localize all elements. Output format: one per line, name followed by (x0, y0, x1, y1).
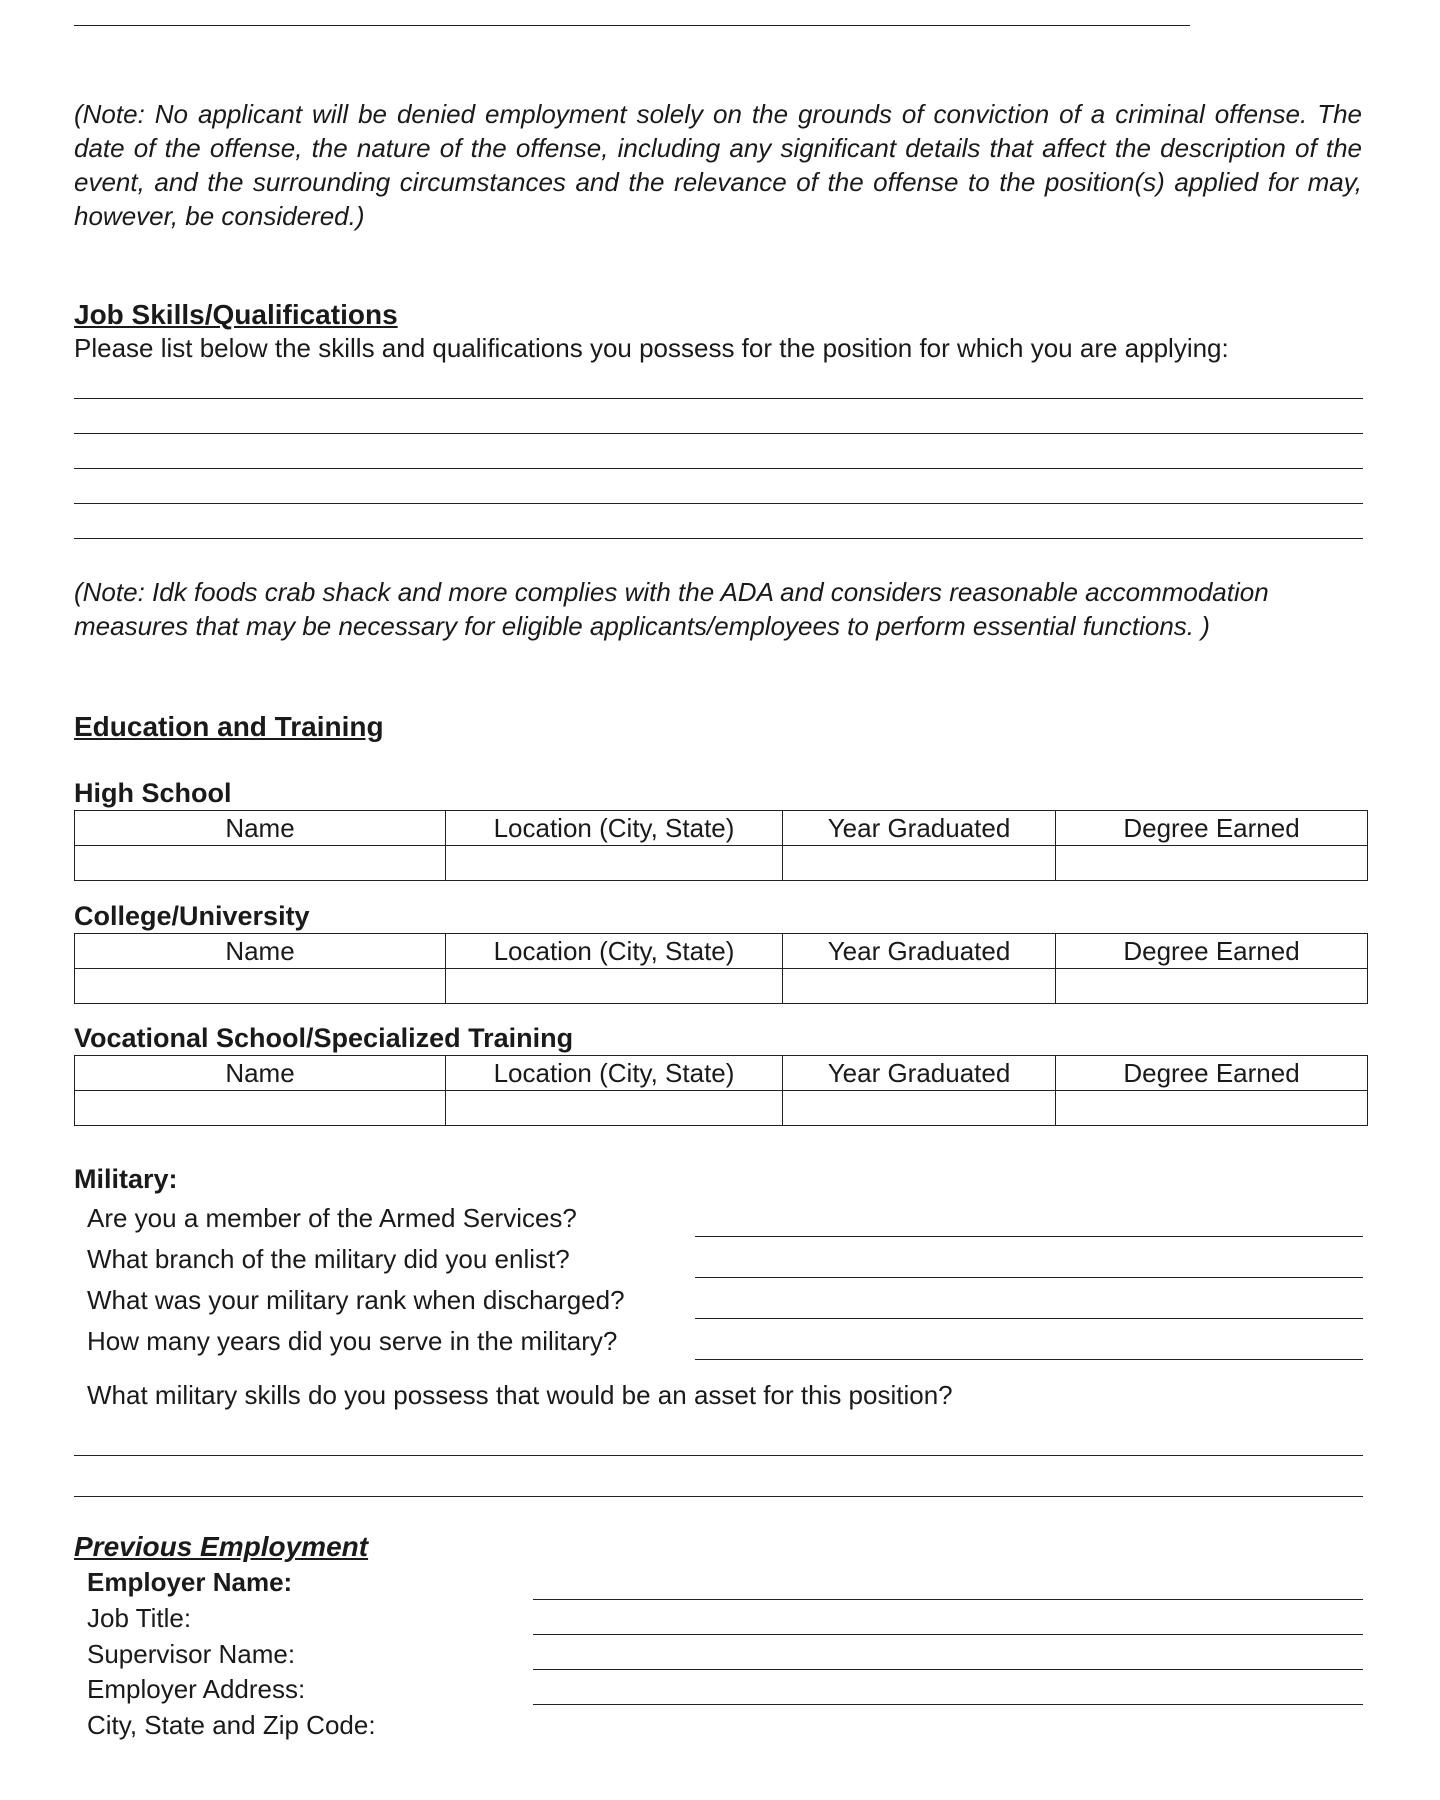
employer-address-line[interactable] (533, 1704, 1363, 1705)
college-location-cell[interactable] (446, 969, 783, 1004)
table-header-row (75, 934, 1368, 969)
column-header-name: Name (75, 1056, 446, 1091)
vocational-table (74, 1055, 1368, 1126)
skills-input-line-1[interactable] (74, 398, 1363, 399)
employer-address-label: Employer Address: (87, 1674, 306, 1704)
vocational-degree-cell[interactable] (1056, 1091, 1368, 1126)
military-question-member: Are you a member of the Armed Services? (87, 1203, 577, 1233)
high-school-year-cell[interactable] (783, 846, 1056, 881)
military-question-rank: What was your military rank when discharged? (87, 1285, 625, 1315)
column-header-location: Location (City, State) (446, 934, 783, 969)
vocational-year-cell[interactable] (783, 1091, 1056, 1126)
college-name-cell[interactable] (75, 969, 446, 1004)
military-heading: Military: (74, 1164, 178, 1194)
high-school-title: High School (74, 778, 232, 808)
ada-note: (Note: Idk foods crab shack and more complies with the ADA and considers reasonable accommodation measures that may be necessary for eligible applicants/employees to perform essential functions. ) (74, 577, 1269, 641)
job-title-line[interactable] (533, 1634, 1363, 1635)
table-header-row (75, 1056, 1368, 1091)
high-school-degree-cell[interactable] (1056, 846, 1368, 881)
military-skills-line-1[interactable] (74, 1455, 1363, 1456)
column-header-name: Name (75, 934, 446, 969)
table-header-row (75, 811, 1368, 846)
vocational-location-cell[interactable] (446, 1091, 783, 1126)
column-header-degree: Degree Earned (1056, 1056, 1368, 1091)
employer-name-line[interactable] (533, 1599, 1363, 1600)
job-skills-instruction: Please list below the skills and qualifications you possess for the position for which you are applying: (74, 333, 1229, 363)
column-header-degree: Degree Earned (1056, 934, 1368, 969)
table-input-row (75, 1091, 1368, 1126)
college-table (74, 933, 1368, 1004)
education-heading: Education and Training (74, 711, 384, 742)
column-header-location: Location (City, State) (446, 1056, 783, 1091)
high-school-table (74, 810, 1368, 881)
skills-input-line-4[interactable] (74, 503, 1363, 504)
vocational-name-cell[interactable] (75, 1091, 446, 1126)
college-title: College/University (74, 901, 310, 931)
city-state-zip-label: City, State and Zip Code: (87, 1710, 376, 1740)
vocational-title: Vocational School/Specialized Training (74, 1023, 574, 1053)
supervisor-name-label: Supervisor Name: (87, 1639, 296, 1669)
college-year-cell[interactable] (783, 969, 1056, 1004)
high-school-location-cell[interactable] (446, 846, 783, 881)
college-degree-cell[interactable] (1056, 969, 1368, 1004)
high-school-name-cell[interactable] (75, 846, 446, 881)
column-header-degree: Degree Earned (1056, 811, 1368, 846)
military-answer-line-1[interactable] (695, 1236, 1363, 1237)
job-title-label: Job Title: (87, 1603, 192, 1633)
skills-input-line-3[interactable] (74, 468, 1363, 469)
table-input-row (75, 969, 1368, 1004)
military-skills-question: What military skills do you possess that would be an asset for this position? (87, 1380, 953, 1410)
table-input-row (75, 846, 1368, 881)
column-header-name: Name (75, 811, 446, 846)
column-header-location: Location (City, State) (446, 811, 783, 846)
column-header-year: Year Graduated (783, 934, 1056, 969)
skills-input-line-2[interactable] (74, 433, 1363, 434)
supervisor-name-line[interactable] (533, 1669, 1363, 1670)
military-question-years: How many years did you serve in the military? (87, 1326, 618, 1356)
military-question-branch: What branch of the military did you enlist? (87, 1244, 570, 1274)
employer-name-label: Employer Name: (87, 1567, 293, 1597)
criminal-offense-note: (Note: No applicant will be denied employment solely on the grounds of conviction of a criminal offense. The date of the offense, the nature of the offense, including any significant details that affect the description of the event, and the surrounding circumstances and the relevance of the offense to the position(s) applied for may, however, be considered.) (74, 99, 1362, 231)
column-header-year: Year Graduated (783, 811, 1056, 846)
military-answer-line-2[interactable] (695, 1277, 1363, 1278)
column-header-year: Year Graduated (783, 1056, 1056, 1091)
job-skills-heading: Job Skills/Qualifications (74, 299, 398, 330)
military-skills-line-2[interactable] (74, 1496, 1363, 1497)
military-answer-line-3[interactable] (695, 1318, 1363, 1319)
top-rule (74, 25, 1190, 26)
skills-input-line-5[interactable] (74, 538, 1363, 539)
military-answer-line-4[interactable] (695, 1359, 1363, 1360)
previous-employment-heading: Previous Employment (74, 1531, 369, 1562)
